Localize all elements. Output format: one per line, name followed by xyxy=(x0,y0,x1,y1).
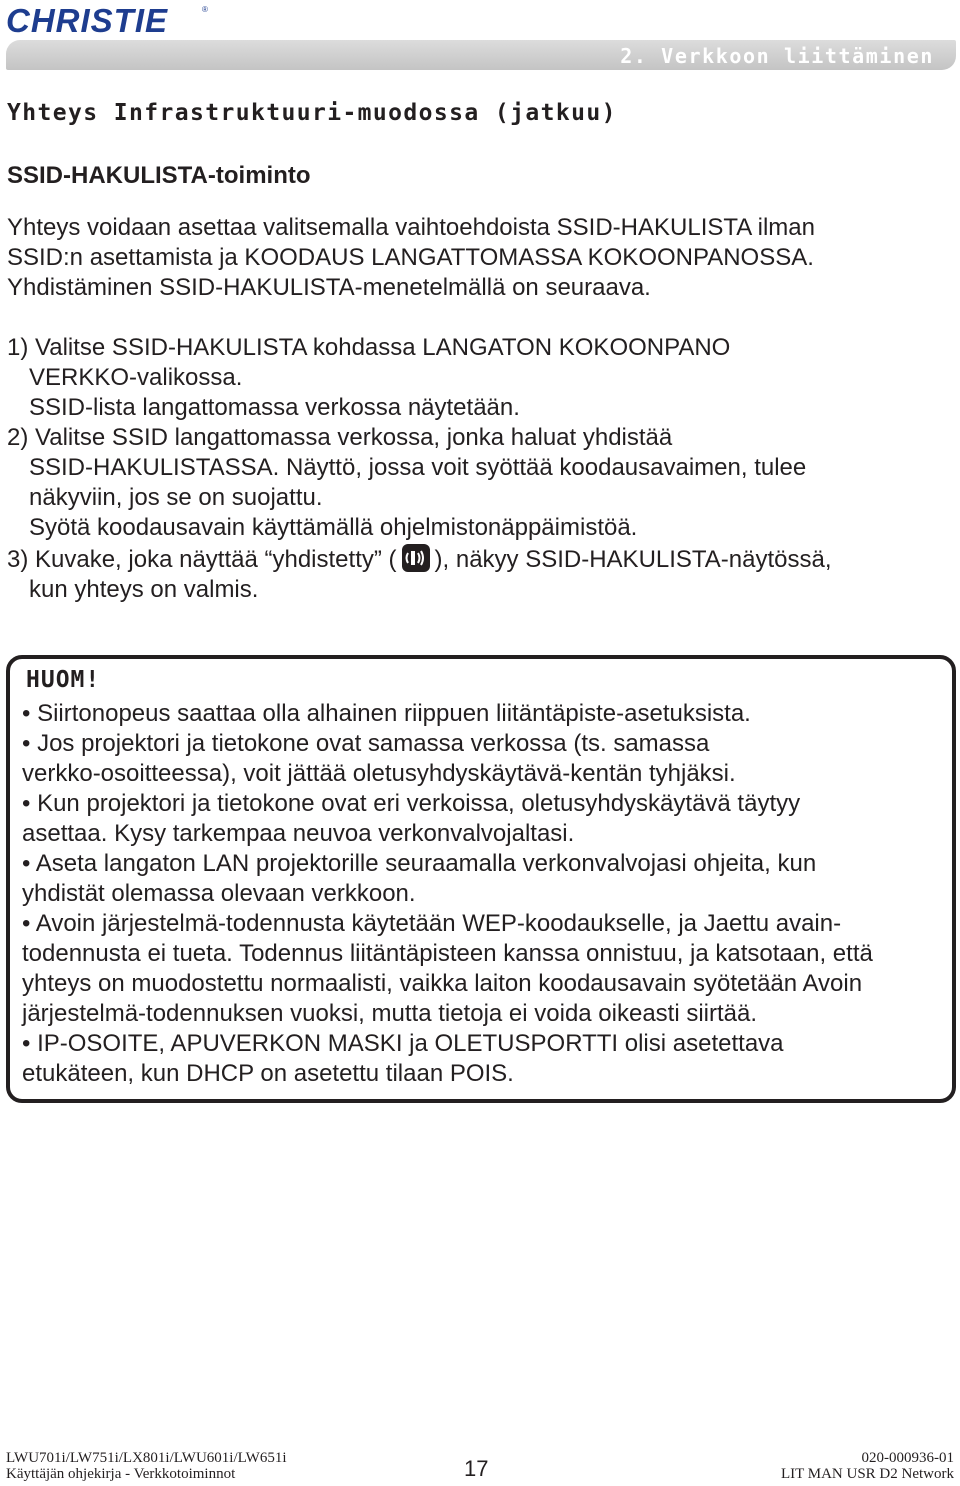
step-1-line: 1) Valitse SSID-HAKULISTA kohdassa LANGATON KOKOONPANO xyxy=(7,334,731,361)
note-title: HUOM! xyxy=(26,667,101,693)
note-line: verkko-osoitteessa), voit jättää oletusyhdyskäytävä-kentän tyhjäksi. xyxy=(22,760,736,787)
page-number: 17 xyxy=(464,1456,489,1481)
intro-line: Yhdistäminen SSID-HAKULISTA-menetelmällä on seuraava. xyxy=(7,274,651,301)
intro-line: Yhteys voidaan asettaa valitsemalla vaihtoehdoista SSID-HAKULISTA ilman xyxy=(7,214,815,241)
note-line: • Kun projektori ja tietokone ovat eri verkoissa, oletusyhdyskäytävä täytyy xyxy=(22,790,801,817)
note-line: • Aseta langaton LAN projektorille seuraamalla verkonvalvojasi ohjeita, kun xyxy=(22,850,817,877)
note-line: yhdistät olemassa olevaan verkkoon. xyxy=(22,880,416,907)
note-line: • Siirtonopeus saattaa olla alhainen riippuen liitäntäpiste-asetuksista. xyxy=(22,700,751,727)
section-label: 2. Verkkoon liittäminen xyxy=(620,44,934,68)
note-line: järjestelmä-todennuksen vuoksi, mutta tietoja ei voida oikeasti siirtää. xyxy=(22,1000,758,1027)
steps-list xyxy=(7,333,952,605)
footer-manual-title: Käyttäjän ohjekirja - Verkkotoiminnot xyxy=(6,1466,236,1482)
note-line: asettaa. Kysy tarkempaa neuvoa verkonvalvojaltasi. xyxy=(22,820,575,847)
intro-paragraph xyxy=(7,213,952,303)
step-2-line: näkyviin, jos se on suojattu. xyxy=(29,484,323,511)
svg-text:®: ® xyxy=(202,5,208,14)
step-3-text-before: 3) Kuvake, joka näyttää “yhdistetty” ( xyxy=(7,546,397,573)
footer-models: LWU701i/LW751i/LX801i/LWU601i/LW651i xyxy=(6,1450,287,1466)
step-3-text-after: ), näkyy SSID-HAKULISTA-näytössä, xyxy=(434,546,832,573)
note-box xyxy=(6,655,956,1103)
step-3-line: kun yhteys on valmis. xyxy=(29,576,259,603)
step-2-line: SSID-HAKULISTASSA. Näyttö, jossa voit syöttää koodausavaimen, tulee xyxy=(29,454,807,481)
step-2-line: 2) Valitse SSID langattomassa verkossa, jonka haluat yhdistää xyxy=(7,424,673,451)
step-3-line xyxy=(7,543,952,575)
step-2-line: Syötä koodausavain käyttämällä ohjelmistonäppäimistöä. xyxy=(29,514,638,541)
footer-right xyxy=(781,1450,954,1482)
note-line: • IP-OSOITE, APUVERKON MASKI ja OLETUSPORTTI olisi asetettava xyxy=(22,1030,784,1057)
note-list xyxy=(22,699,947,1089)
christie-logo xyxy=(6,2,210,38)
footer-doc-code: LIT MAN USR D2 Network xyxy=(780,1466,954,1482)
note-line: yhteys on muodostettu normaalisti, vaikka laiton koodausavain syötetään Avoin xyxy=(22,970,863,997)
footer-doc-number: 020-000936-01 xyxy=(861,1450,954,1466)
page-title: Yhteys Infrastruktuuri-muodossa (jatkuu) xyxy=(7,100,617,126)
logo-text: CHRISTIE xyxy=(6,2,169,38)
section-header-bar xyxy=(6,40,956,70)
note-line: todennusta ei tueta. Todennus liitäntäpisteen kanssa onnistuu, ja katsotaan, että xyxy=(22,940,873,967)
connected-icon xyxy=(401,543,431,573)
note-line: • Jos projektori ja tietokone ovat samassa verkossa (ts. samassa xyxy=(22,730,710,757)
sub-heading: SSID-HAKULISTA-toiminto xyxy=(7,162,311,189)
note-line: etukäteen, kun DHCP on asetettu tilaan POIS. xyxy=(22,1060,514,1087)
footer-left xyxy=(6,1450,287,1482)
note-line: • Avoin järjestelmä-todennusta käytetään WEP-koodaukselle, ja Jaettu avain- xyxy=(22,910,842,937)
intro-line: SSID:n asettamista ja KOODAUS LANGATTOMASSA KOKOONPANOSSA. xyxy=(7,244,814,271)
step-1-line: VERKKO-valikossa. xyxy=(29,364,243,391)
step-1-line: SSID-lista langattomassa verkossa näytetään. xyxy=(29,394,520,421)
